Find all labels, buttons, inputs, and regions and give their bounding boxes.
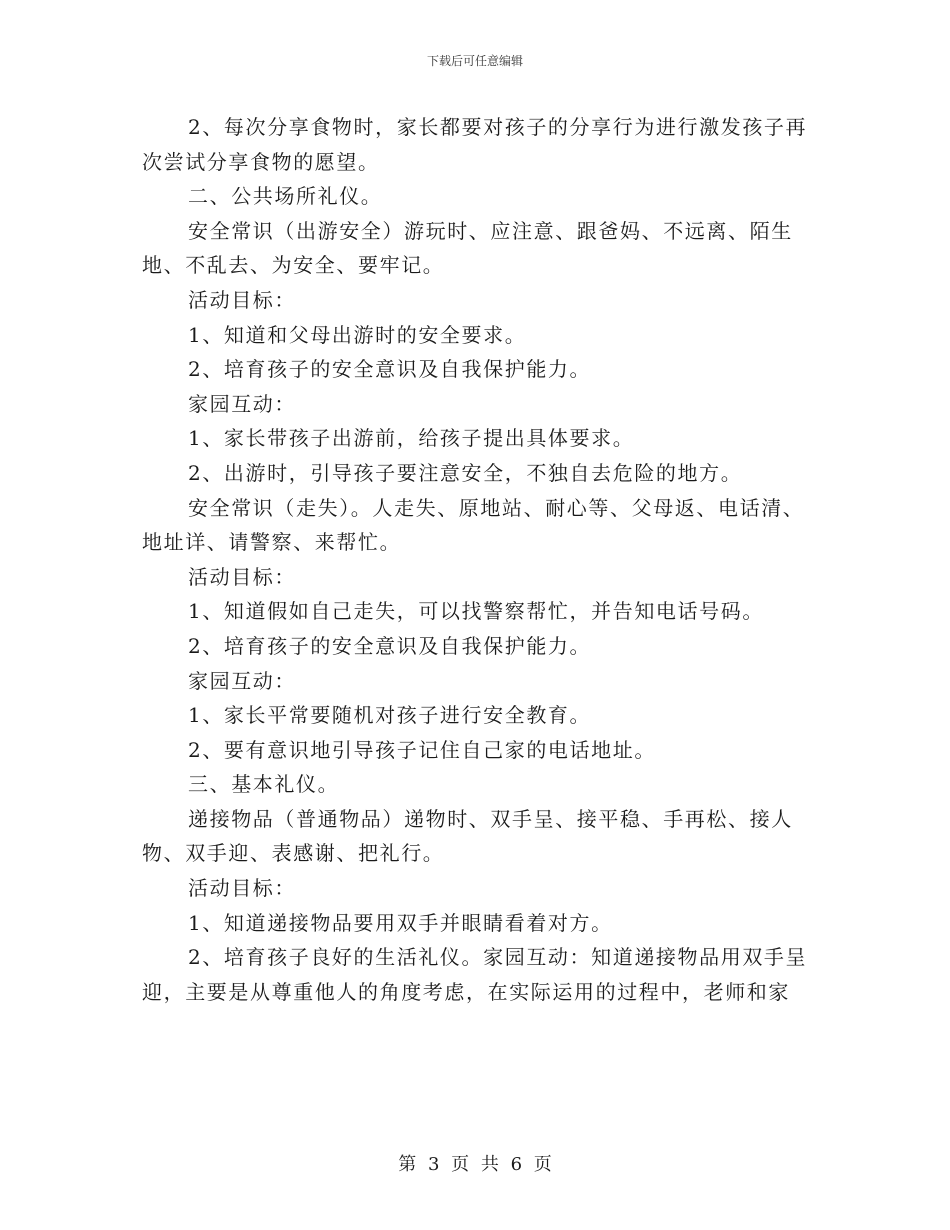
subheading-line: 活动目标： <box>188 876 296 901</box>
subheading-line: 家园互动： <box>188 391 296 416</box>
paragraph-line: 地、不乱去、为安全、要牢记。 <box>142 253 445 278</box>
paragraph-line: 地址详、请警察、来帮忙。 <box>142 530 402 555</box>
list-item: 1、家长带孩子出游前，给孩子提出具体要求。 <box>188 426 635 451</box>
paragraph-line: 递接物品（普通物品）递物时、双手呈、接平稳、手再松、接人 <box>188 806 793 831</box>
section-heading: 三、基本礼仪。 <box>188 772 340 797</box>
subheading-line: 活动目标： <box>188 287 296 312</box>
paragraph-line: 安全常识（出游安全）游玩时、应注意、跟爸妈、不远离、陌生 <box>188 218 793 243</box>
list-item: 1、家长平常要随机对孩子进行安全教育。 <box>188 703 592 728</box>
paragraph-line: 次尝试分享食物的愿望。 <box>142 149 380 174</box>
page-number-footer: 第 3 页 共 6 页 <box>398 1154 552 1175</box>
list-item: 2、培育孩子良好的生活礼仪。家园互动：知道递接物品用双手呈 <box>188 945 808 970</box>
paragraph-line: 2、每次分享食物时，家长都要对孩子的分享行为进行激发孩子再 <box>188 115 808 139</box>
document-body <box>142 110 812 1009</box>
paragraph-line: 迎，主要是从尊重他人的角度考虑，在实际运用的过程中，老师和家 <box>142 979 790 1004</box>
page-header: 下载后可任意编辑 <box>426 54 523 68</box>
list-item: 2、培育孩子的安全意识及自我保护能力。 <box>188 633 592 658</box>
paragraph-line: 安全常识（走失）。人走失、原地站、耐心等、父母返、电话清、 <box>188 495 805 520</box>
list-item: 1、知道和父母出游时的安全要求。 <box>188 322 527 347</box>
paragraph-line: 物、双手迎、表感谢、把礼行。 <box>142 841 445 866</box>
subheading-line: 家园互动： <box>188 668 296 693</box>
subheading-line: 活动目标： <box>188 564 296 589</box>
section-heading: 二、公共场所礼仪。 <box>188 184 383 209</box>
list-item: 2、要有意识地引导孩子记住自己家的电话地址。 <box>188 737 656 762</box>
list-item: 2、培育孩子的安全意识及自我保护能力。 <box>188 357 592 382</box>
list-item: 2、出游时，引导孩子要注意安全，不独自去危险的地方。 <box>188 460 743 485</box>
list-item: 1、知道递接物品要用双手并眼睛看着对方。 <box>188 910 613 935</box>
list-item: 1、知道假如自己走失，可以找警察帮忙，并告知电话号码。 <box>188 599 764 624</box>
